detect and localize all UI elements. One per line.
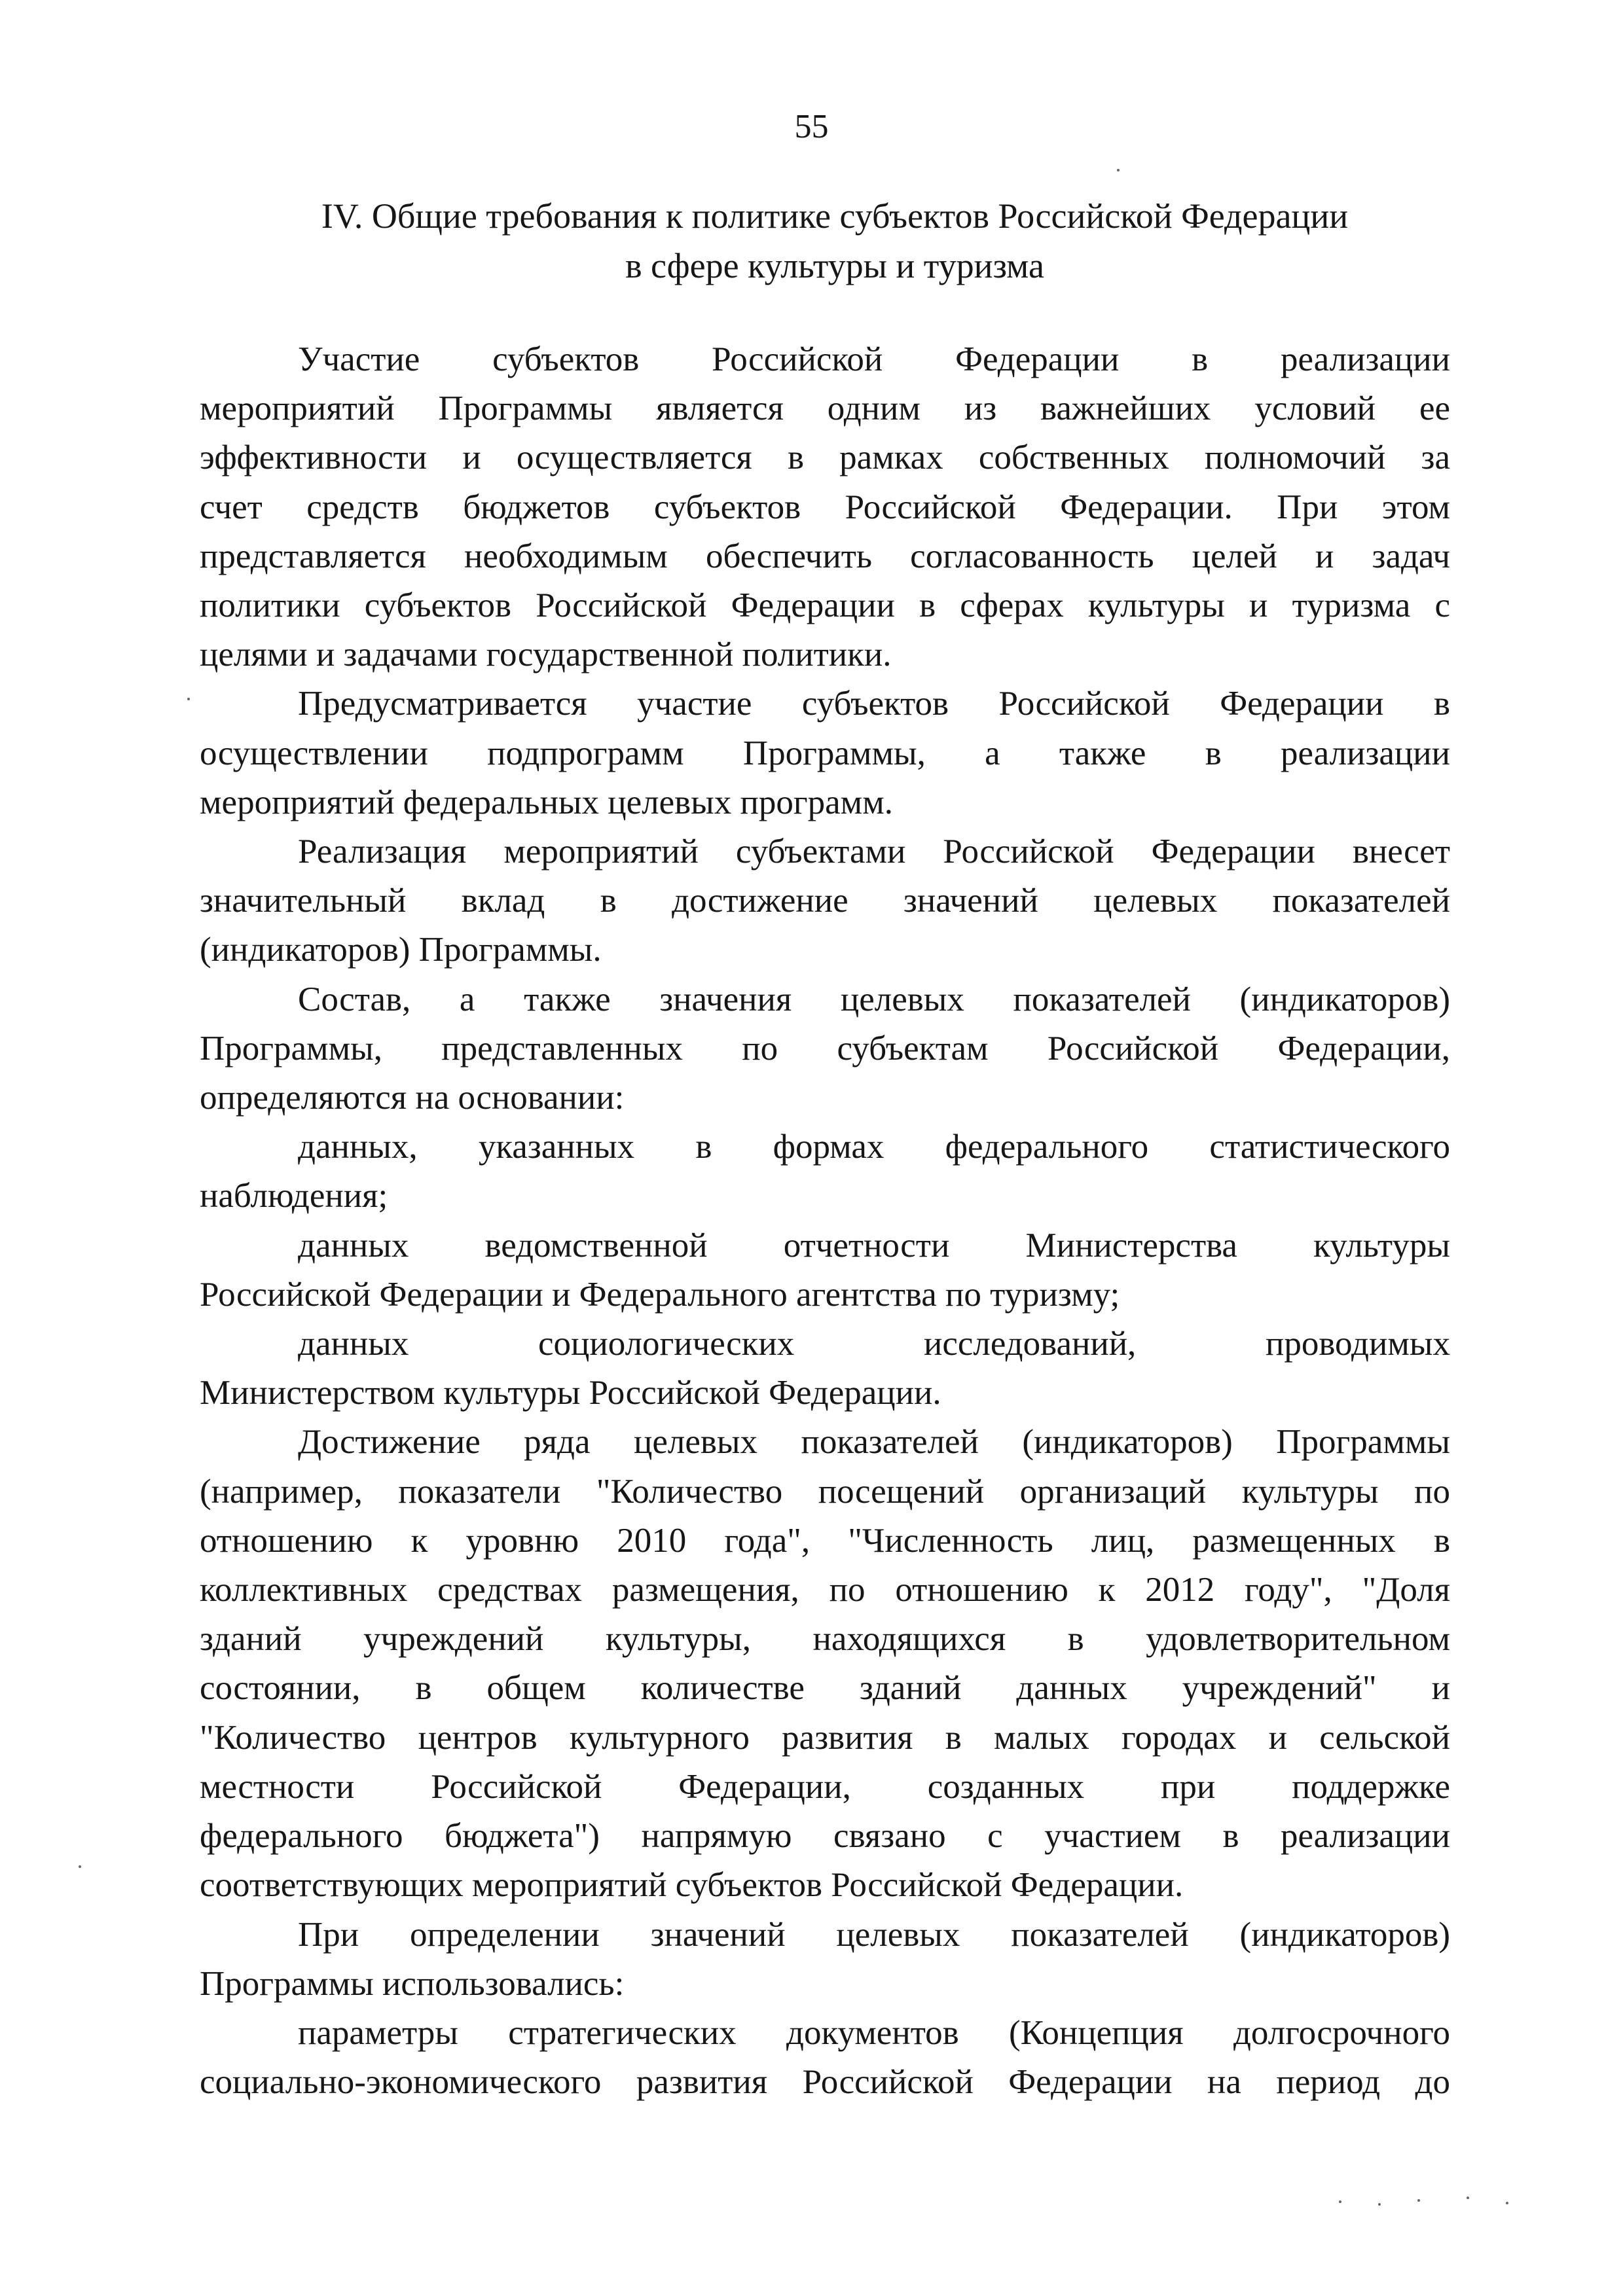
text-line: наблюдения; xyxy=(200,1177,388,1215)
text-line: состоянии, в общем количестве зданий данных учреждений" и xyxy=(200,1669,1450,1708)
text-line: При определении значений целевых показателей (индикаторов) xyxy=(298,1915,1450,1954)
scan-speck xyxy=(1506,2202,1508,2204)
section-heading xyxy=(196,191,1473,291)
scan-speck xyxy=(79,1865,81,1868)
text-line: отношению к уровню 2010 года", "Численность лиц, размещенных в xyxy=(200,1521,1450,1560)
scan-speck xyxy=(1339,2200,1341,2203)
text-line: мероприятий Программы является одним из важнейших условий ее xyxy=(200,389,1450,428)
text-line: Российской Федерации и Федерального агентства по туризму; xyxy=(200,1275,1120,1314)
paragraph xyxy=(200,2009,1450,2107)
text-line: "Количество центров культурного развития в малых городах и сельской xyxy=(200,1718,1450,1757)
text-line: Министерством культуры Российской Федерации. xyxy=(200,1374,941,1412)
text-line: Участие субъектов Российской Федерации в реализации xyxy=(298,340,1450,378)
paragraph xyxy=(200,335,1450,679)
text-line: определяются на основании: xyxy=(200,1079,625,1117)
text-line: (индикаторов) Программы. xyxy=(200,931,602,969)
text-line: данных ведомственной отчетности Министерства культуры xyxy=(298,1226,1450,1265)
scan-speck xyxy=(1417,2199,1420,2202)
text-line: данных социологических исследований, проводимых xyxy=(298,1325,1450,1363)
text-line: осуществлении подпрограмм Программы, а также в реализации xyxy=(200,734,1450,772)
text-line: Достижение ряда целевых показателей (индикаторов) Программы xyxy=(298,1423,1450,1462)
text-line: Состав, а также значения целевых показателей (индикаторов) xyxy=(298,980,1450,1018)
text-line: эффективности и осуществляется в рамках собственных полномочий за xyxy=(200,439,1450,477)
heading-line: в сфере культуры и туризма xyxy=(625,246,1044,285)
text-line: соответствующих мероприятий субъектов Российской Федерации. xyxy=(200,1866,1184,1905)
heading-line: IV. Общие требования к политике субъектов Российской Федерации xyxy=(321,196,1349,236)
document-body xyxy=(200,335,1450,2107)
text-line: значительный вклад в достижение значений целевых показателей xyxy=(200,882,1450,920)
text-line: данных, указанных в формах федерального статистического xyxy=(298,1128,1450,1166)
text-line: Программы использовались: xyxy=(200,1964,625,2003)
scan-speck xyxy=(1117,169,1120,171)
paragraph xyxy=(200,1221,1450,1319)
text-line: целями и задачами государственной политики. xyxy=(200,636,892,674)
text-line: коллективных средствах размещения, по отношению к 2012 году", "Доля xyxy=(200,1571,1450,1609)
paragraph xyxy=(200,975,1450,1123)
text-line: Реализация мероприятий субъектами Российской Федерации внесет xyxy=(298,833,1450,871)
text-line: счет средств бюджетов субъектов Российской Федерации. При этом xyxy=(200,488,1450,526)
text-line: федерального бюджета") напрямую связано с участием в реализации xyxy=(200,1817,1450,1856)
paragraph xyxy=(200,1910,1450,2009)
paragraph xyxy=(200,827,1450,975)
paragraph xyxy=(200,1319,1450,1418)
text-line: местности Российской Федерации, созданных при поддержке xyxy=(200,1767,1450,1806)
text-line: Программы, представленных по субъектам Российской Федерации, xyxy=(200,1029,1450,1067)
text-line: политики субъектов Российской Федерации в сферах культуры и туризма с xyxy=(200,586,1450,625)
scan-speck xyxy=(187,698,190,700)
text-line: (например, показатели "Количество посещений организаций культуры по xyxy=(200,1472,1450,1511)
paragraph xyxy=(200,1122,1450,1221)
text-line: Предусматривается участие субъектов Российской Федерации в xyxy=(298,685,1450,723)
text-line: представляется необходимым обеспечить согласованность целей и задач xyxy=(200,537,1450,575)
scan-speck xyxy=(1378,2203,1381,2206)
text-line: мероприятий федеральных целевых программ. xyxy=(200,783,893,821)
text-line: зданий учреждений культуры, находящихся в удовлетворительном xyxy=(200,1620,1450,1659)
paragraph xyxy=(200,1418,1450,1910)
text-line: социально-экономического развития Российской Федерации на период до xyxy=(200,2063,1450,2102)
text-line: параметры стратегических документов (Концепция долгосрочного xyxy=(298,2013,1450,2052)
paragraph xyxy=(200,679,1450,827)
scan-speck xyxy=(1467,2197,1469,2199)
page-number: 55 xyxy=(794,108,829,145)
